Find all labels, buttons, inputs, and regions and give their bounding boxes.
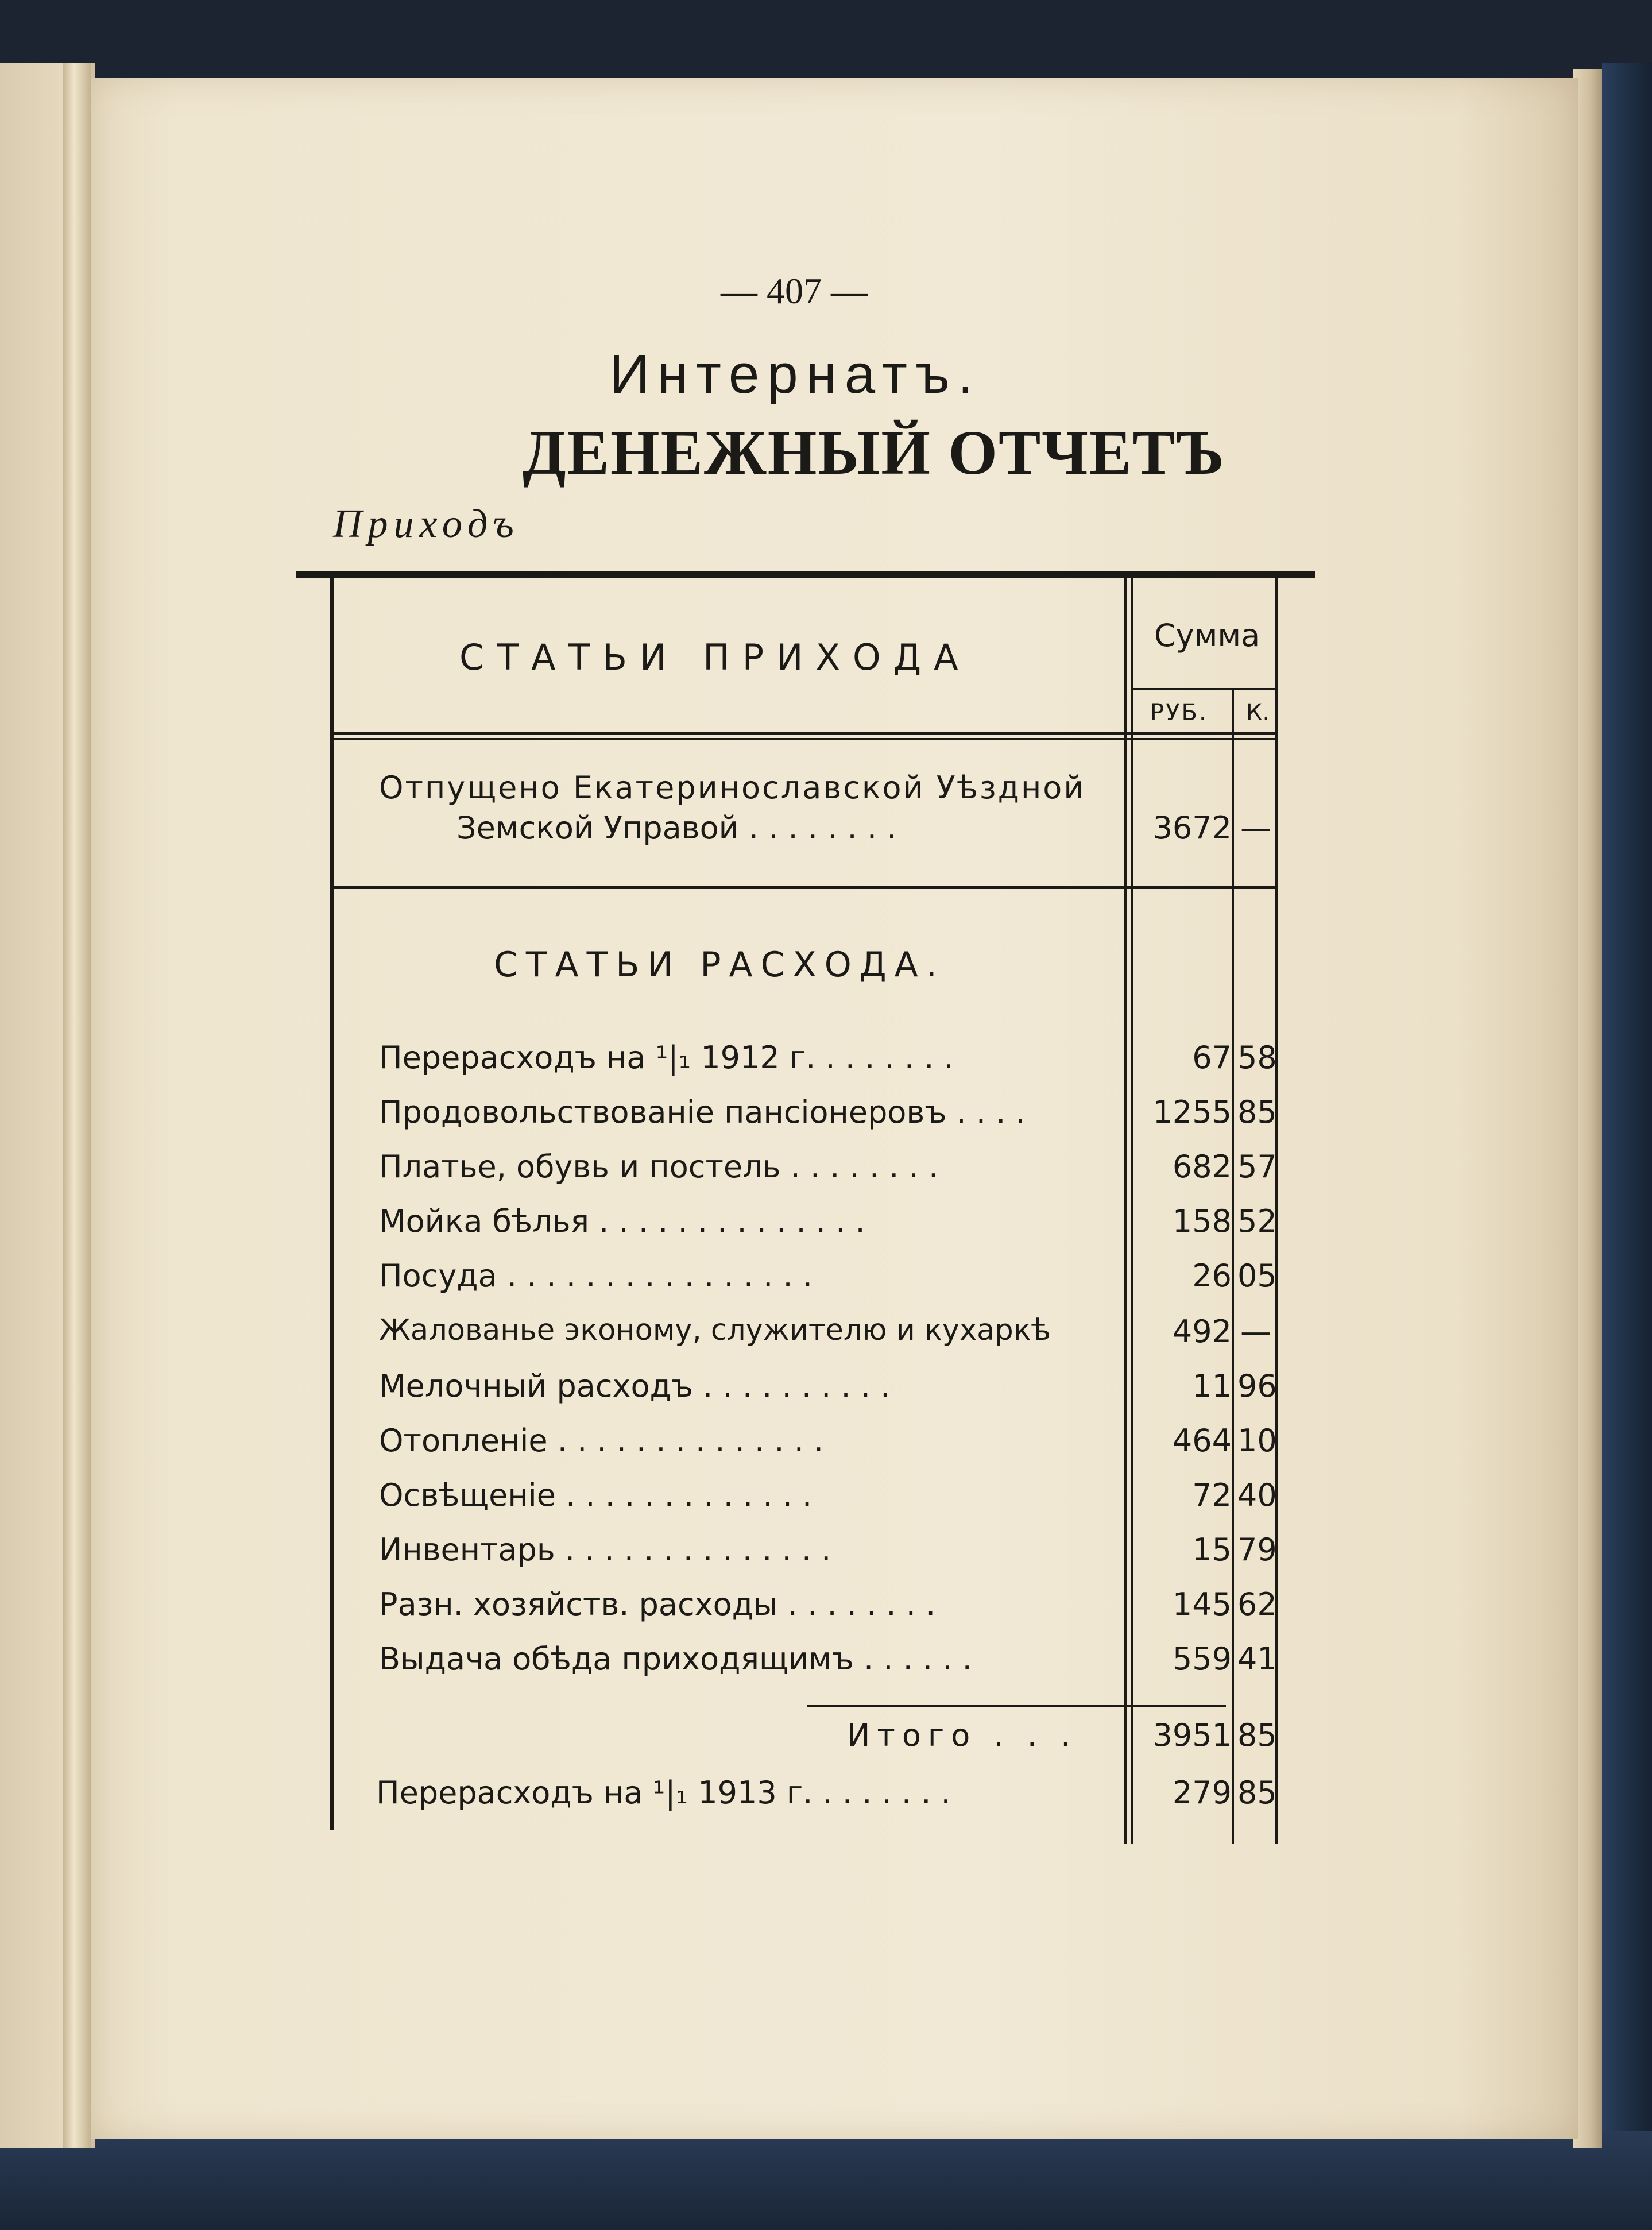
expense-rub: 67	[1192, 1039, 1232, 1076]
total-kop: 85	[1237, 1717, 1277, 1753]
overrun-rub: 279	[1172, 1775, 1232, 1811]
col-divider-kop	[1232, 689, 1234, 1844]
book-cover-bottom	[0, 2131, 1652, 2230]
expense-rub: 492	[1172, 1313, 1232, 1350]
total-label: Итого . . .	[847, 1717, 1078, 1753]
expense-kop: 79	[1237, 1532, 1277, 1568]
expense-kop: 10	[1237, 1423, 1277, 1459]
expense-label: Посуда . . . . . . . . . . . . . . . .	[379, 1258, 813, 1294]
page-subheading: ДЕНЕЖНЫЙ ОТЧЕТЪ	[523, 418, 1225, 488]
expense-header: СТАТЬИ РАСХОДА.	[494, 945, 945, 985]
expense-kop: 40	[1237, 1477, 1277, 1513]
expense-label: Мойка бѣлья . . . . . . . . . . . . . .	[379, 1203, 865, 1239]
expense-kop: 62	[1237, 1586, 1277, 1622]
expense-kop: 96	[1237, 1368, 1277, 1404]
expense-kop: 85	[1237, 1094, 1277, 1130]
expense-rub: 158	[1172, 1203, 1232, 1239]
total-rub: 3951	[1152, 1717, 1232, 1753]
expense-rub: 145	[1172, 1586, 1232, 1622]
expense-rub: 26	[1192, 1258, 1232, 1294]
header-sum: Сумма	[1154, 617, 1260, 654]
section-label: Приходъ	[333, 502, 520, 546]
page-heading: Интернатъ.	[610, 343, 981, 405]
sum-subheader-rule	[1131, 688, 1276, 690]
total-rule	[807, 1705, 1226, 1707]
income-rub: 3672	[1152, 810, 1232, 846]
expense-label: Жалованье эконому, служителю и кухаркѣ	[379, 1313, 1051, 1347]
income-rule	[332, 886, 1276, 889]
expense-rub: 11	[1192, 1368, 1232, 1404]
expense-label: Разн. хозяйств. расходы . . . . . . . .	[379, 1586, 936, 1622]
expense-rub: 72	[1192, 1477, 1232, 1513]
table-left-border	[330, 578, 334, 1830]
header-rub: РУБ.	[1150, 699, 1208, 726]
expense-label: Перерасходъ на ¹|₁ 1912 г. . . . . . . .	[379, 1039, 954, 1076]
expense-kop: 57	[1237, 1149, 1277, 1185]
expense-kop: 58	[1237, 1039, 1277, 1076]
expense-rub: 1255	[1152, 1094, 1232, 1130]
book-cover-edge	[1602, 63, 1652, 2230]
overrun-label: Перерасходъ на ¹|₁ 1913 г. . . . . . . .	[376, 1775, 951, 1811]
income-kop: —	[1240, 810, 1271, 846]
expense-label: Платье, обувь и постель . . . . . . . .	[379, 1149, 939, 1185]
expense-rub: 559	[1172, 1641, 1232, 1677]
book-spine	[63, 63, 91, 2148]
expense-label: Отопленіе . . . . . . . . . . . . . .	[379, 1423, 824, 1459]
expense-kop: 52	[1237, 1203, 1277, 1239]
expense-rub: 15	[1192, 1532, 1232, 1568]
header-articles: СТАТЬИ ПРИХОДА	[459, 636, 971, 678]
expense-kop: —	[1240, 1313, 1271, 1350]
header-kop: К.	[1246, 699, 1270, 726]
page-number: — 407 —	[721, 270, 868, 311]
expense-label: Выдача обѣда приходящимъ . . . . . .	[379, 1641, 972, 1677]
expense-label: Мелочный расходъ . . . . . . . . . .	[379, 1368, 891, 1404]
income-line-1: Отпущено Екатеринославской Уѣздной	[379, 770, 1086, 806]
expense-label: Продовольствованіе пансіонеровъ . . . .	[379, 1094, 1026, 1130]
expense-rub: 464	[1172, 1423, 1232, 1459]
header-rule-a	[332, 732, 1276, 735]
header-rule-b	[332, 738, 1276, 740]
overrun-kop: 85	[1237, 1775, 1277, 1811]
expense-rub: 682	[1172, 1149, 1232, 1185]
expense-kop: 05	[1237, 1258, 1277, 1294]
income-line-2: Земской Управой . . . . . . . .	[456, 810, 897, 846]
expense-label: Освѣщеніе . . . . . . . . . . . . .	[379, 1477, 813, 1513]
expense-kop: 41	[1237, 1641, 1277, 1677]
expense-label: Инвентарь . . . . . . . . . . . . . .	[379, 1532, 831, 1568]
table-top-rule	[296, 571, 1315, 578]
